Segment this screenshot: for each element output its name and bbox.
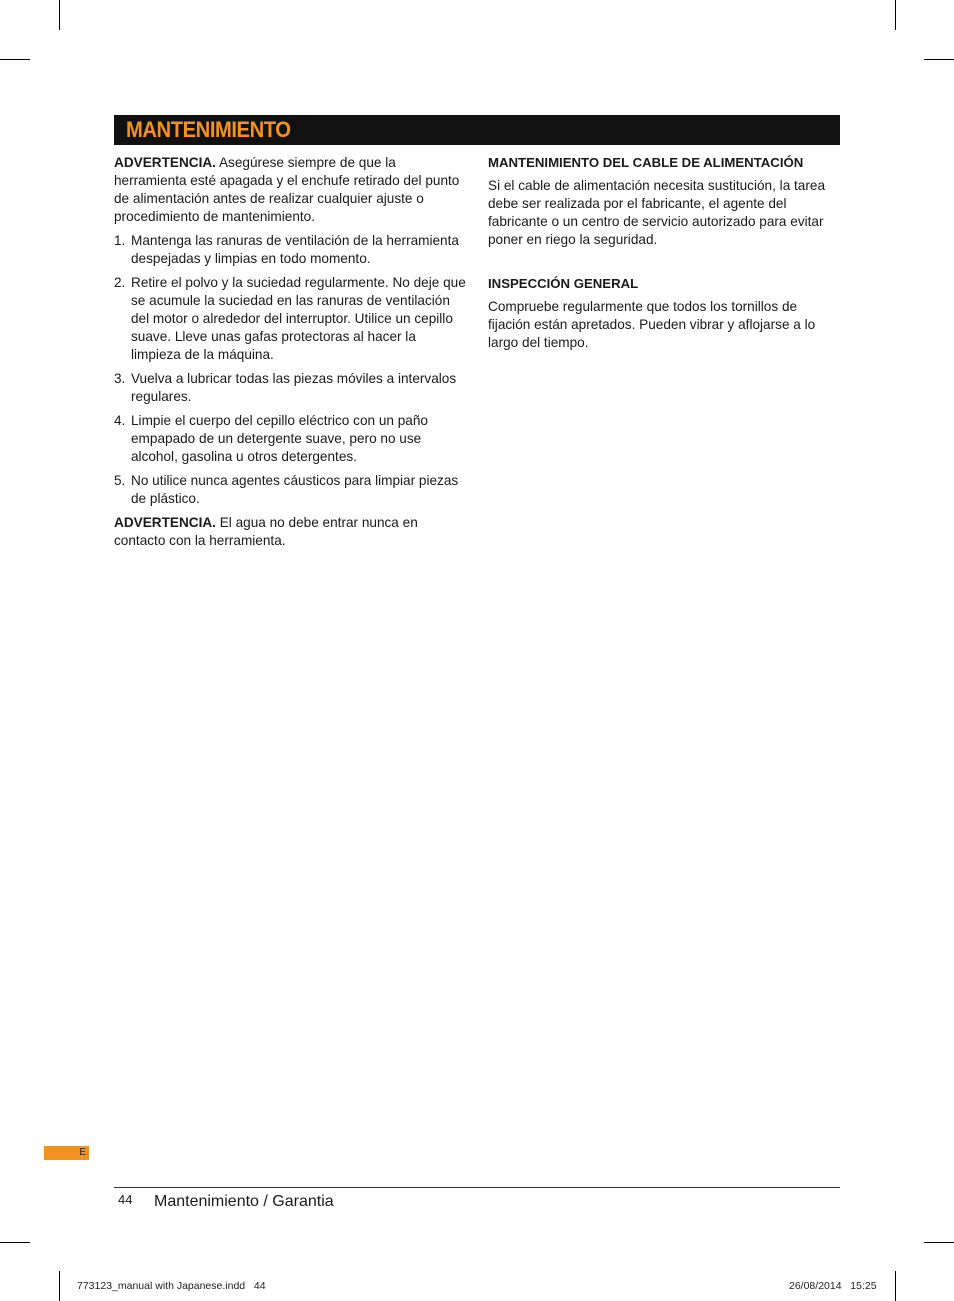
date-slug: 26/08/2014 15:25 — [789, 1280, 877, 1292]
file-slug: 773123_manual with Japanese.indd 44 — [77, 1280, 266, 1292]
list-item — [114, 274, 466, 364]
step-number: 1. — [114, 233, 126, 248]
warning-text: El agua no debe entrar nunca en contacto con la herramienta. — [114, 515, 418, 548]
crop-mark — [895, 1271, 896, 1301]
step-number: 2. — [114, 275, 126, 290]
inspection-heading: INSPECCIÓN GENERAL — [488, 276, 639, 291]
step-text: Vuelva a lubricar todas las piezas móviles a intervalos regulares. — [131, 371, 457, 404]
cable-heading: MANTENIMIENTO DEL CABLE DE ALIMENTACIÓN — [488, 155, 804, 170]
step-text: Retire el polvo y la suciedad regularmente. No deje que se acumule la suciedad en las ranuras de ventilación del motor o alrededor del interruptor. Utilice un cepillo suave. Lleve unas gafas protectoras al hacer la limpieza de la máquina. — [131, 275, 466, 362]
section-title: MANTENIMIENTO — [126, 117, 291, 142]
list-item — [114, 232, 466, 268]
crop-mark — [0, 59, 30, 60]
step-number: 5. — [114, 473, 126, 488]
crop-mark — [59, 1271, 60, 1301]
list-item — [114, 472, 466, 508]
step-text: No utilice nunca agentes cáusticos para limpiar piezas de plástico. — [131, 473, 459, 506]
warning-paragraph — [114, 514, 466, 550]
maintenance-steps — [114, 232, 466, 508]
crop-mark — [0, 1242, 30, 1243]
page-number: 44 — [118, 1192, 133, 1207]
warning-label: ADVERTENCIA. — [114, 155, 216, 170]
warning-paragraph — [114, 154, 466, 226]
language-tab — [44, 1146, 89, 1160]
warning-label: ADVERTENCIA. — [114, 515, 216, 530]
left-column — [114, 154, 466, 556]
inspection-text: Compruebe regularmente que todos los tornillos de fijación están apretados. Pueden vibrar y aflojarse a lo largo del tiempo. — [488, 299, 816, 350]
crop-mark — [895, 0, 896, 30]
right-column — [488, 154, 840, 358]
language-label: E — [79, 1147, 86, 1158]
list-item — [114, 412, 466, 466]
crop-mark — [924, 1242, 954, 1243]
warning-text: Asegúrese siempre de que la herramienta esté apagada y el enchufe retirado del punto de alimentación antes de realizar cualquier ajuste o procedimiento de mantenimiento. — [114, 155, 460, 224]
footer-section-title: Mantenimiento / Garantia — [154, 1193, 334, 1210]
step-text: Limpie el cuerpo del cepillo eléctrico con un paño empapado de un detergente suave, pero no use alcohol, gasolina u otros detergentes. — [131, 413, 428, 464]
step-number: 4. — [114, 413, 126, 428]
section-header — [114, 115, 840, 145]
list-item — [114, 370, 466, 406]
cable-text: Si el cable de alimentación necesita sustitución, la tarea debe ser realizada por el fabricante, el agente del fabricante o un centro de servicio autorizado para evitar poner en riego la seguridad. — [488, 178, 826, 247]
step-number: 3. — [114, 371, 126, 386]
footer-divider — [114, 1187, 840, 1188]
crop-mark — [924, 59, 954, 60]
crop-mark — [59, 0, 60, 30]
step-text: Mantenga las ranuras de ventilación de la herramienta despejadas y limpias en todo momento. — [131, 233, 459, 266]
